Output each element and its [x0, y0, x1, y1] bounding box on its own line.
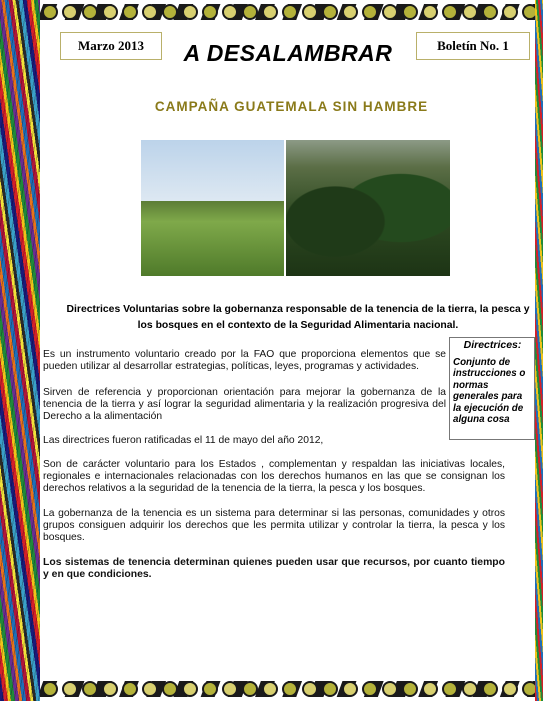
cornfield-photo [141, 140, 284, 276]
newsletter-title: A DESALAMBRAR [183, 40, 393, 66]
section-subtitle: Directrices Voluntarias sobre la gobernanza responsable de la tenencia de la tierra, la pesca y los bosques en el contexto de la Seguridad Alimentaria nacional. [66, 304, 530, 331]
campaign-title: CAMPAÑA GUATEMALA SIN HAMBRE [154, 99, 429, 114]
border-ornament [40, 4, 57, 20]
issue-number: Boletín No. 1 [437, 38, 509, 53]
border-ornament [523, 4, 535, 20]
forest-photo [286, 140, 450, 276]
paragraph-3: Las directrices fueron ratificadas el 11 de mayo del año 2012, [43, 435, 324, 446]
border-ornament [40, 681, 57, 697]
issue-number-box [416, 32, 530, 60]
border-ornament [63, 681, 84, 697]
paragraph-6: Los sistemas de tenencia determinan quienes pueden usar que recursos, por cuanto tiempo y en que condiciones. [43, 557, 505, 580]
decorative-bottom-border [40, 679, 535, 699]
decorative-top-border [40, 2, 535, 22]
border-ornament [523, 681, 535, 697]
woven-textile-border-right [535, 0, 543, 701]
issue-date: Marzo 2013 [77, 38, 145, 53]
paragraph-1: Es un instrumento voluntario creado por la FAO que proporciona elementos que se pueden utilizar al desarrollar estrategias, políticas, leyes, programas y actividades. [43, 349, 446, 372]
definition-title: Directrices: [463, 339, 522, 351]
paragraph-5: La gobernanza de la tenencia es un sistema para determinar si las personas, comunidades y otros grupos consiguen adquirir los derechos que les permita utilizar y controlar la tierra, la pesca y los bosques. [43, 508, 505, 543]
woven-textile-border-left [0, 0, 40, 701]
definition-sidebox [449, 337, 535, 440]
definition-text: Conjunto de instrucciones o normas generales para la ejecución de alguna cosa [453, 356, 526, 425]
paragraph-2: Sirven de referencia y proporcionan orientación para mejorar la gobernanza de la tenencia de la tierra y así lograr la seguridad alimentaria y la realización progresiva del Derecho a la alimentación [43, 387, 446, 422]
paragraph-4: Son de carácter voluntario para los Estados , complementan y respaldan las iniciativas locales, regionales e internacionales relacionadas con los derechos humanos en las que se consignan los derechos relativos a la seguridad de la tenencia de la tierra, la pesca y los bosques. [43, 459, 505, 494]
border-ornament [63, 4, 84, 20]
issue-date-box [60, 32, 162, 60]
